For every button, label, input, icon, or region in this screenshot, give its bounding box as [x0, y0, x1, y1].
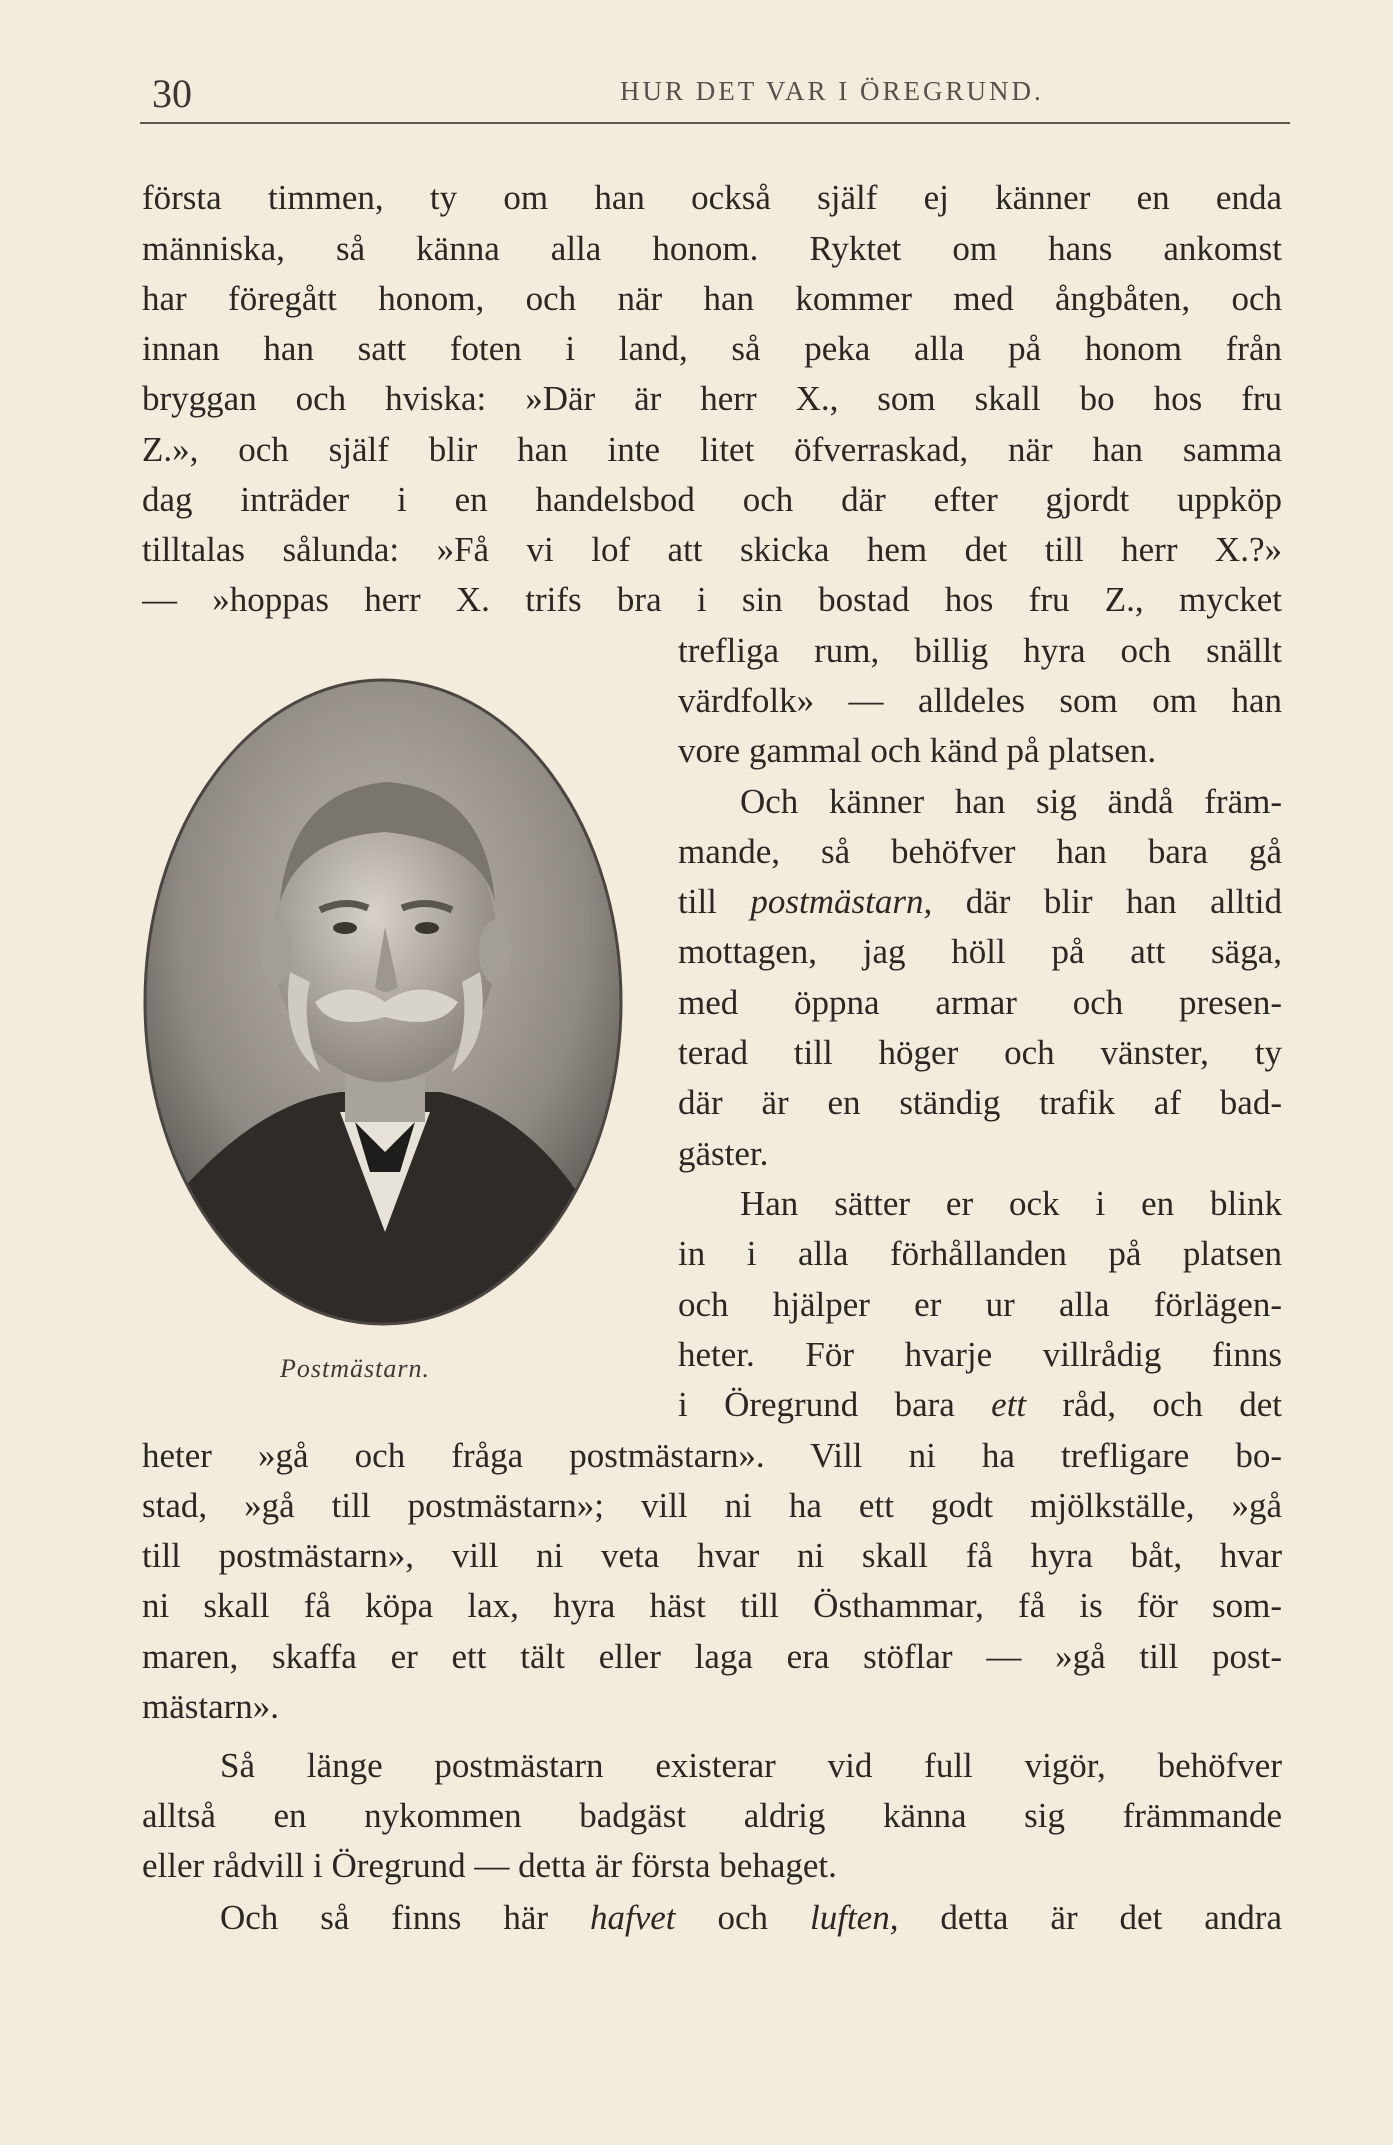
text-line: bryggan och hviska: »Där är herr X., som skall bo hos fru: [142, 379, 1282, 418]
text-span: detta är det andra: [898, 1898, 1282, 1937]
text-line: trefliga rum, billig hyra och snällt: [678, 631, 1282, 670]
page-header: [140, 62, 1290, 124]
text-line: dag inträder i en handelsbod och där efter gjordt uppköp: [142, 480, 1282, 519]
italic-word: ett: [991, 1385, 1027, 1424]
text-line: [220, 1898, 1282, 1938]
text-line: tilltalas sålunda: »Få vi lof att skicka hem det till herr X.?»: [142, 530, 1282, 569]
page-number: 30: [152, 71, 192, 116]
text-line: stad, »gå till postmästarn»; vill ni ha ett godt mjölkställe, »gå: [142, 1486, 1282, 1525]
text-line: vore gammal och känd på platsen.: [678, 731, 1157, 770]
portrait-photo: [140, 672, 626, 1332]
text-line: heter »gå och fråga postmästarn». Vill ni ha trefligare bo-: [142, 1436, 1282, 1475]
text-line: mande, så behöfver han bara gå: [678, 832, 1282, 871]
text-line: terad till höger och vänster, ty: [678, 1033, 1282, 1072]
text-line: maren, skaffa er ett tält eller laga era stöflar — »gå till post-: [142, 1637, 1282, 1676]
text-span: Och så finns här: [220, 1898, 590, 1937]
text-line: Så länge postmästarn existerar vid full vigör, behöfver: [220, 1746, 1282, 1785]
text-line: [678, 882, 1282, 922]
text-line: heter. För hvarje villrådig finns: [678, 1335, 1282, 1374]
text-line: värdfolk» — alldeles som om han: [678, 681, 1282, 720]
text-line: och hjälper er ur alla förlägen-: [678, 1285, 1282, 1324]
text-line: Och känner han sig ändå främ-: [740, 782, 1282, 821]
text-span: till: [678, 882, 751, 921]
text-line: människa, så känna alla honom. Ryktet om hans ankomst: [142, 229, 1282, 268]
text-line: till postmästarn», vill ni veta hvar ni skall få hyra båt, hvar: [142, 1536, 1282, 1575]
text-span: i Öregrund bara: [678, 1385, 992, 1424]
text-line: — »hoppas herr X. trifs bra i sin bostad hos fru Z., mycket: [142, 580, 1282, 619]
text-span: råd, och det: [1026, 1385, 1282, 1424]
text-line: alltså en nykommen badgäst aldrig känna sig främmande: [142, 1796, 1282, 1835]
text-line: innan han satt foten i land, så peka alla på honom från: [142, 329, 1282, 368]
italic-word: luften,: [810, 1898, 899, 1937]
text-line: gäster.: [678, 1134, 769, 1173]
figure-caption: Postmästarn.: [280, 1354, 430, 1383]
text-line: [678, 1385, 1282, 1425]
text-line: med öppna armar och presen-: [678, 983, 1282, 1022]
text-line: där är en ständig trafik af bad-: [678, 1083, 1282, 1122]
text-line: in i alla förhållanden på platsen: [678, 1234, 1282, 1273]
text-line: eller rådvill i Öregrund — detta är första behaget.: [142, 1846, 837, 1885]
text-line: mästarn».: [142, 1687, 280, 1726]
italic-word: postmästarn,: [750, 882, 933, 921]
italic-word: hafvet: [590, 1898, 676, 1937]
text-line: mottagen, jag höll på att säga,: [678, 932, 1282, 971]
text-span: där blir han alltid: [932, 882, 1282, 921]
text-line: Z.», och själf blir han inte litet öfverraskad, när han samma: [142, 430, 1282, 469]
text-line: första timmen, ty om han också själf ej känner en enda: [142, 178, 1282, 217]
text-line: ni skall få köpa lax, hyra häst till Östhammar, få is för som-: [142, 1586, 1282, 1625]
running-title: HUR DET VAR I ÖREGRUND.: [620, 76, 1044, 106]
text-line: har föregått honom, och när han kommer med ångbåten, och: [142, 279, 1282, 318]
text-line: Han sätter er ock i en blink: [740, 1184, 1282, 1223]
text-span: och: [675, 1898, 810, 1937]
